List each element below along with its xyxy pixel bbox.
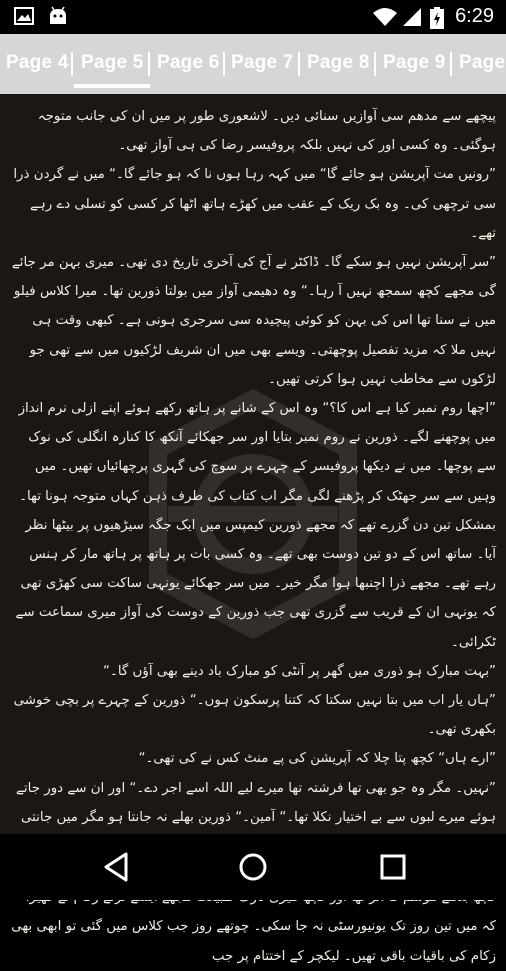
wifi-icon	[372, 7, 398, 27]
paragraph: ”نہیں۔ مگر وہ جو بھی تھا فرشتہ تھا میرے لیے اللہ اسے اجر دے۔“ اور ان سے دور جاتے ہوئے میرے لبوں سے بے اختیار نکلا تھا۔“ آمین۔“ ذورین بھلے نہ جانتا ہو مگر میں جانتی	[16, 780, 496, 825]
status-bar	[0, 0, 506, 34]
clock: 6:29	[455, 5, 494, 27]
system-nav-bar	[0, 834, 506, 900]
active-tab-indicator	[74, 84, 150, 88]
paragraph: ”اچھا روم نمبر کیا ہے اس کا؟“ وہ اس کے شانے پر ہاتھ رکھے ہوئے اپنے ازلی نرم انداز میں پوچھنے لگے۔ ذورین نے روم نمبر بتایا اور سر جھکائے آنکھ کا کنارہ انگلی کی نوک سے پوچھا۔ میں نے دیکھا پروفیسر کے چہرے پر سوچ کی گہری پرچھائیاں تھیں۔ میں وہیں سے سر جھٹک کر پڑھنے لگی مگر اب کتاب کی طرف ذہن کہاں متوجہ ہونا تھا۔	[18, 401, 496, 504]
tab-separator	[223, 52, 225, 76]
page-tab-bar[interactable]	[0, 34, 506, 94]
tab-page-4[interactable]: Page 4	[6, 52, 69, 73]
paragraph: ”ارے ہاں“ کچھ پتا چلا کہ آپریشن کی پے منٹ کس نے کی تھی۔“	[138, 751, 496, 767]
home-icon[interactable]	[236, 850, 270, 884]
tab-page-8[interactable]: Page 8	[307, 52, 370, 73]
paragraph: ”ہاں یار اب میں بتا نہیں سکتا کہ کتنا پرسکون ہوں۔“ ذورین کے چہرے پر بچی خوشی بکھری تھی۔	[13, 693, 496, 738]
paragraph: ”بہت مبارک ہو ذوری میں گھر پر آنٹی کو مبارک باد دینے بھی آؤں گا۔“	[103, 663, 496, 679]
tab-page-6[interactable]: Page 6	[157, 52, 220, 73]
tab-separator	[298, 52, 300, 76]
tab-page-9[interactable]: Page 9	[383, 52, 446, 73]
paragraph: بمشکل تین دن گزرے تھے کہ مجھے ذورین کیمپس میں ایک جگہ سیڑھیوں پر بیٹھا نظر آیا۔ ساتھ اس کے دو تین دوست بھی تھے۔ وہ کسی بات پر ہاتھ پر ہاتھ مار کر ہنس رہے تھے۔ مجھے ذرا اچنبھا ہوا مگر خیر۔ میں سر جھکائے یونہی ساکت سی کھڑی تھی کہ یونہی ان کے قریب سے گزری تھی جب ذورین کے دوست کی آواز میری سماعت سے ٹکرائی۔	[15, 517, 496, 650]
battery-charging-icon	[430, 7, 444, 29]
tab-page-7[interactable]: Page 7	[231, 52, 294, 73]
paragraph: پیچھے سے مدھم سی آوازیں سنائی دیں۔ لاشعوری طور پر میں ان کی جانب متوجہ ہوگئی۔ وہ کسی اور کی نہیں بلکہ پروفیسر رضا کی ہی آواز تھی۔	[37, 109, 496, 154]
tab-page-next[interactable]: Page	[459, 52, 506, 73]
recents-icon[interactable]	[376, 850, 410, 884]
android-icon	[48, 7, 68, 25]
paragraph: ”سر آپریشن نہیں ہو سکے گا۔ ڈاکٹر نے آج کی آخری تاریخ دی تھی۔ میری بہن مر جائے گی مجھے کچھ سمجھ نہیں آ رہا۔“ وہ دھیمی آواز میں بولتا ذورین تھا۔ میرا کلاس فیلو میں نے سنا تھا اس کی بہن کو کوئی پیچیدہ سی سرجری ہونی ہے۔ کبھی وقت ہی نہیں ملا کہ مزید تفصیل پوچھتی۔ ویسے بھی میں ان شریف لڑکیوں میں سے تھی جو لڑکوں سے مخاطب نہیں ہوا کرتی تھیں۔	[11, 255, 496, 387]
tab-separator	[148, 52, 150, 76]
image-icon	[14, 7, 34, 25]
paragraph: ”رونیں مت آپریشن ہو جائے گا“ میں کہہ رہا ہوں نا کہ ہو جائے گا۔“ میں نے گردن ذرا سی ترچھی کی۔ وہ بک ریک کے عقب میں کھڑے ہاتھ اٹھا کر کسی کو تسلی دے رہے تھے۔	[13, 167, 496, 241]
paragraph: کہ میں تین روز تک یونیورسٹی نہ جا سکی۔ چوتھے روز جب کلاس میں گئی تو ابھی بھی زکام کی باقیات باقی تھیں۔ لیکچر کے اختتام پر جب	[11, 919, 496, 964]
reader-page[interactable]	[0, 94, 506, 964]
signal-icon	[402, 7, 422, 27]
tab-page-5[interactable]: Page 5	[81, 52, 144, 73]
tab-separator	[450, 52, 452, 76]
back-icon[interactable]	[100, 850, 134, 884]
tab-separator	[374, 52, 376, 76]
tab-separator	[71, 52, 73, 76]
